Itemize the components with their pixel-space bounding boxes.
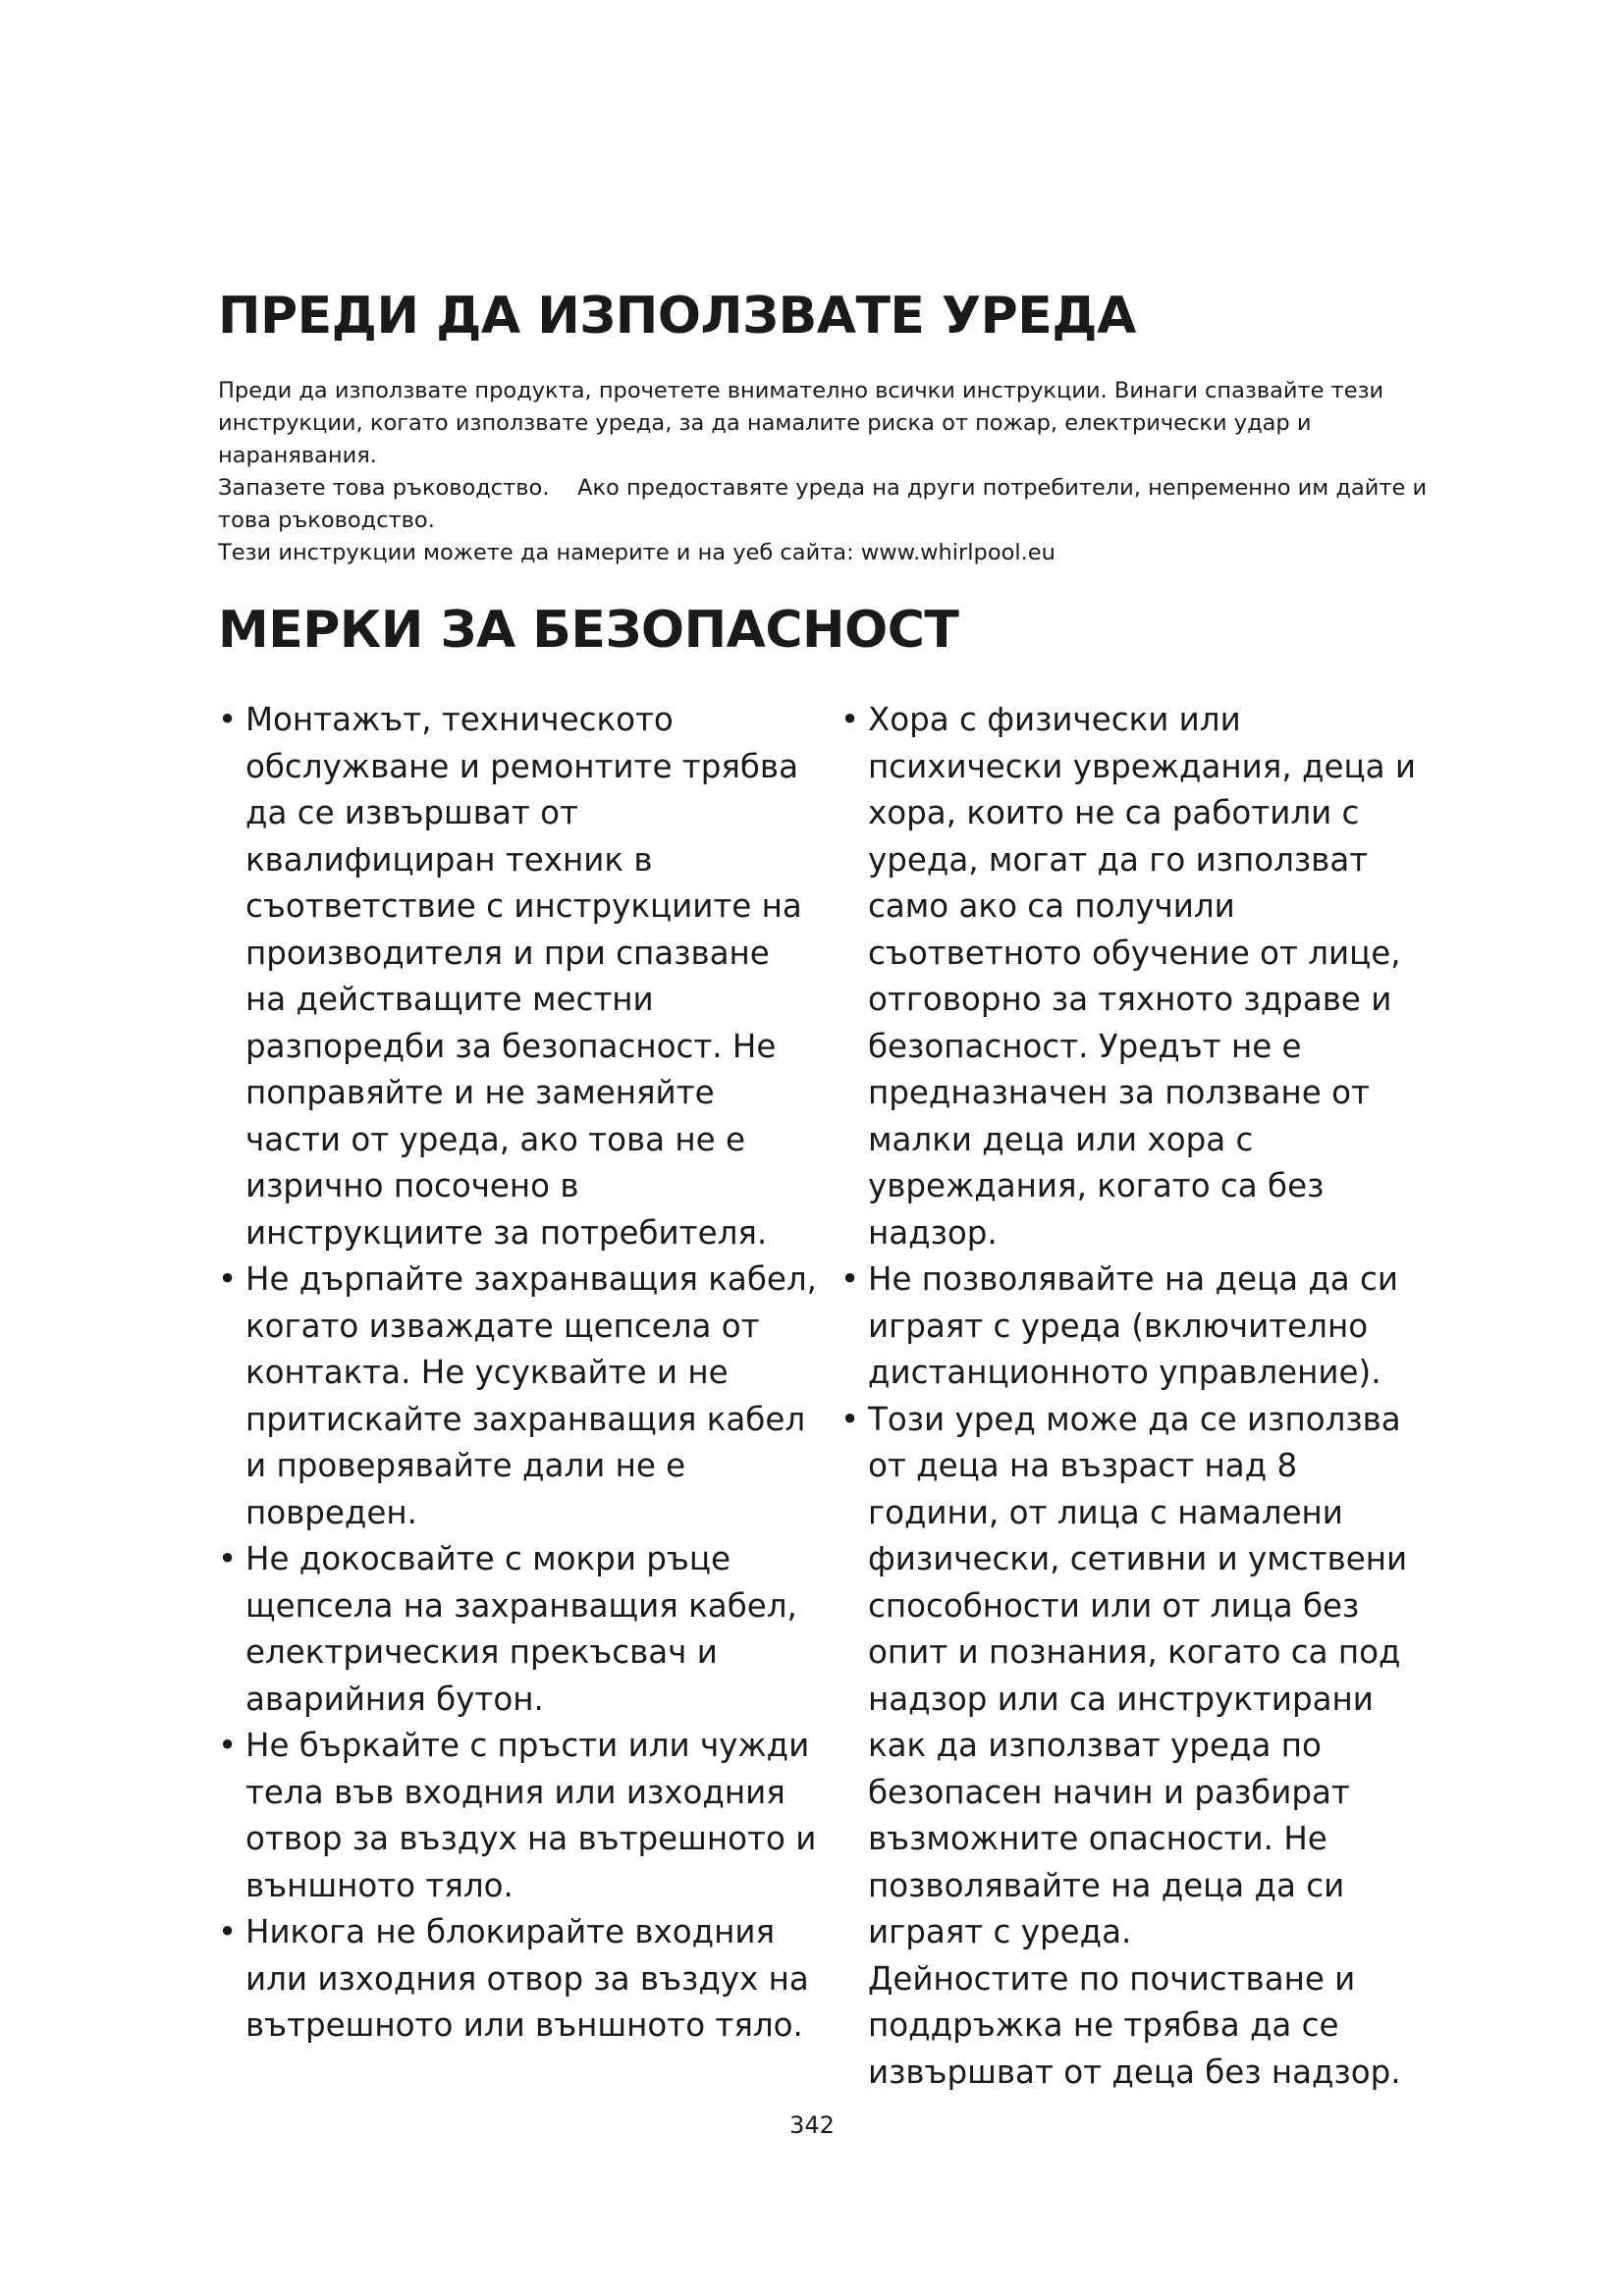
list-item-text-continued: Дейностите по почистване и поддръжка не трябва да се извършват от деца без надзор. xyxy=(868,1959,1401,2091)
list-item xyxy=(840,1397,1430,2097)
list-item xyxy=(218,697,817,1256)
intro-paragraph: Запазете това ръководство. Ако предоставяте уреда на други потребители, непременно им дайте и това ръководство. xyxy=(218,475,1435,533)
safety-list-right xyxy=(840,697,1430,2096)
list-item-text: Този уред може да се използва от деца на възраст над 8 години, от лица с намалени физически, сетивни и умствени способности или от лица без опит и познания, когато са под надзор или са инструктирани как да използват уреда по безопасен начин и разбират възможните опасности. Не позволявайте на деца да си играят с уреда. xyxy=(868,1400,1408,1950)
bullet-icon: • xyxy=(840,1400,860,1438)
list-item xyxy=(218,1256,817,1536)
list-item xyxy=(218,1723,817,1909)
intro-paragraph-website: Тези инструкции можете да намерите и на уеб сайта: www.whirlpool.eu xyxy=(218,540,1056,565)
list-item-text: Монтажът, техническото обслужване и ремонтите трябва да се извършват от квалифициран техник в съответствие с инструкциите на производителя и при спазване на действащите местни разпоредби за безопасност. Не поправяйте и не заменяйте части от уреда, ако това не е изрично посочено в инструкциите за потребителя. xyxy=(245,701,802,1252)
page-number: 342 xyxy=(789,2111,835,2139)
page-title-before-use: ПРЕДИ ДА ИЗПОЛЗВАТЕ УРЕДА xyxy=(218,287,1136,346)
list-item-text: Хора с физически или психически увреждания, деца и хора, които не са работили с уреда, могат да го използват само ако са получили съответното обучение от лице, отговорно за тяхното здраве и безопасност. Уредът не е предназначен за ползване от малки деца или хора с увреждания, когато са без надзор. xyxy=(868,701,1416,1252)
list-item-text: Никога не блокирайте входния или изходния отвор за въздух на вътрешното или външното тяло. xyxy=(245,1913,809,2044)
safety-list-left xyxy=(218,697,817,2050)
list-item xyxy=(840,697,1430,1256)
list-item-text: Не докосвайте с мокри ръце щепсела на захранващия кабел, електрическия прекъсвач и аварийния бутон. xyxy=(245,1540,797,1718)
bullet-icon: • xyxy=(840,701,860,738)
bullet-icon: • xyxy=(840,1260,860,1298)
list-item-text: Не бъркайте с пръсти или чужди тела във входния или изходния отвор за въздух на вътрешното и външното тяло. xyxy=(245,1727,817,1904)
intro-paragraph: Преди да използвате продукта, прочетете внимателно всички инструкции. Винаги спазвайте тези инструкции, когато използвате уреда, за да намалите риска от пожар, електрически удар и наранявания. xyxy=(218,378,1384,468)
bullet-icon: • xyxy=(218,1260,238,1298)
intro-text xyxy=(218,375,1435,569)
list-item-text: Не позволявайте на деца да си играят с уреда (включително дистанционното управление). xyxy=(868,1260,1399,1391)
list-item xyxy=(218,1909,817,2050)
list-item-text: Не дърпайте захранващия кабел, когато изваждате щепсела от контакта. Не усуквайте и не притискайте захранващия кабел и проверявайте дали не е повреден. xyxy=(245,1260,817,1531)
bullet-icon: • xyxy=(218,1727,238,1764)
bullet-icon: • xyxy=(218,1540,238,1577)
section-title-safety: МЕРКИ ЗА БЕЗОПАСНОСТ xyxy=(218,601,959,660)
bullet-icon: • xyxy=(218,1913,238,1950)
list-item xyxy=(218,1536,817,1723)
list-item xyxy=(840,1256,1430,1397)
bullet-icon: • xyxy=(218,701,238,738)
